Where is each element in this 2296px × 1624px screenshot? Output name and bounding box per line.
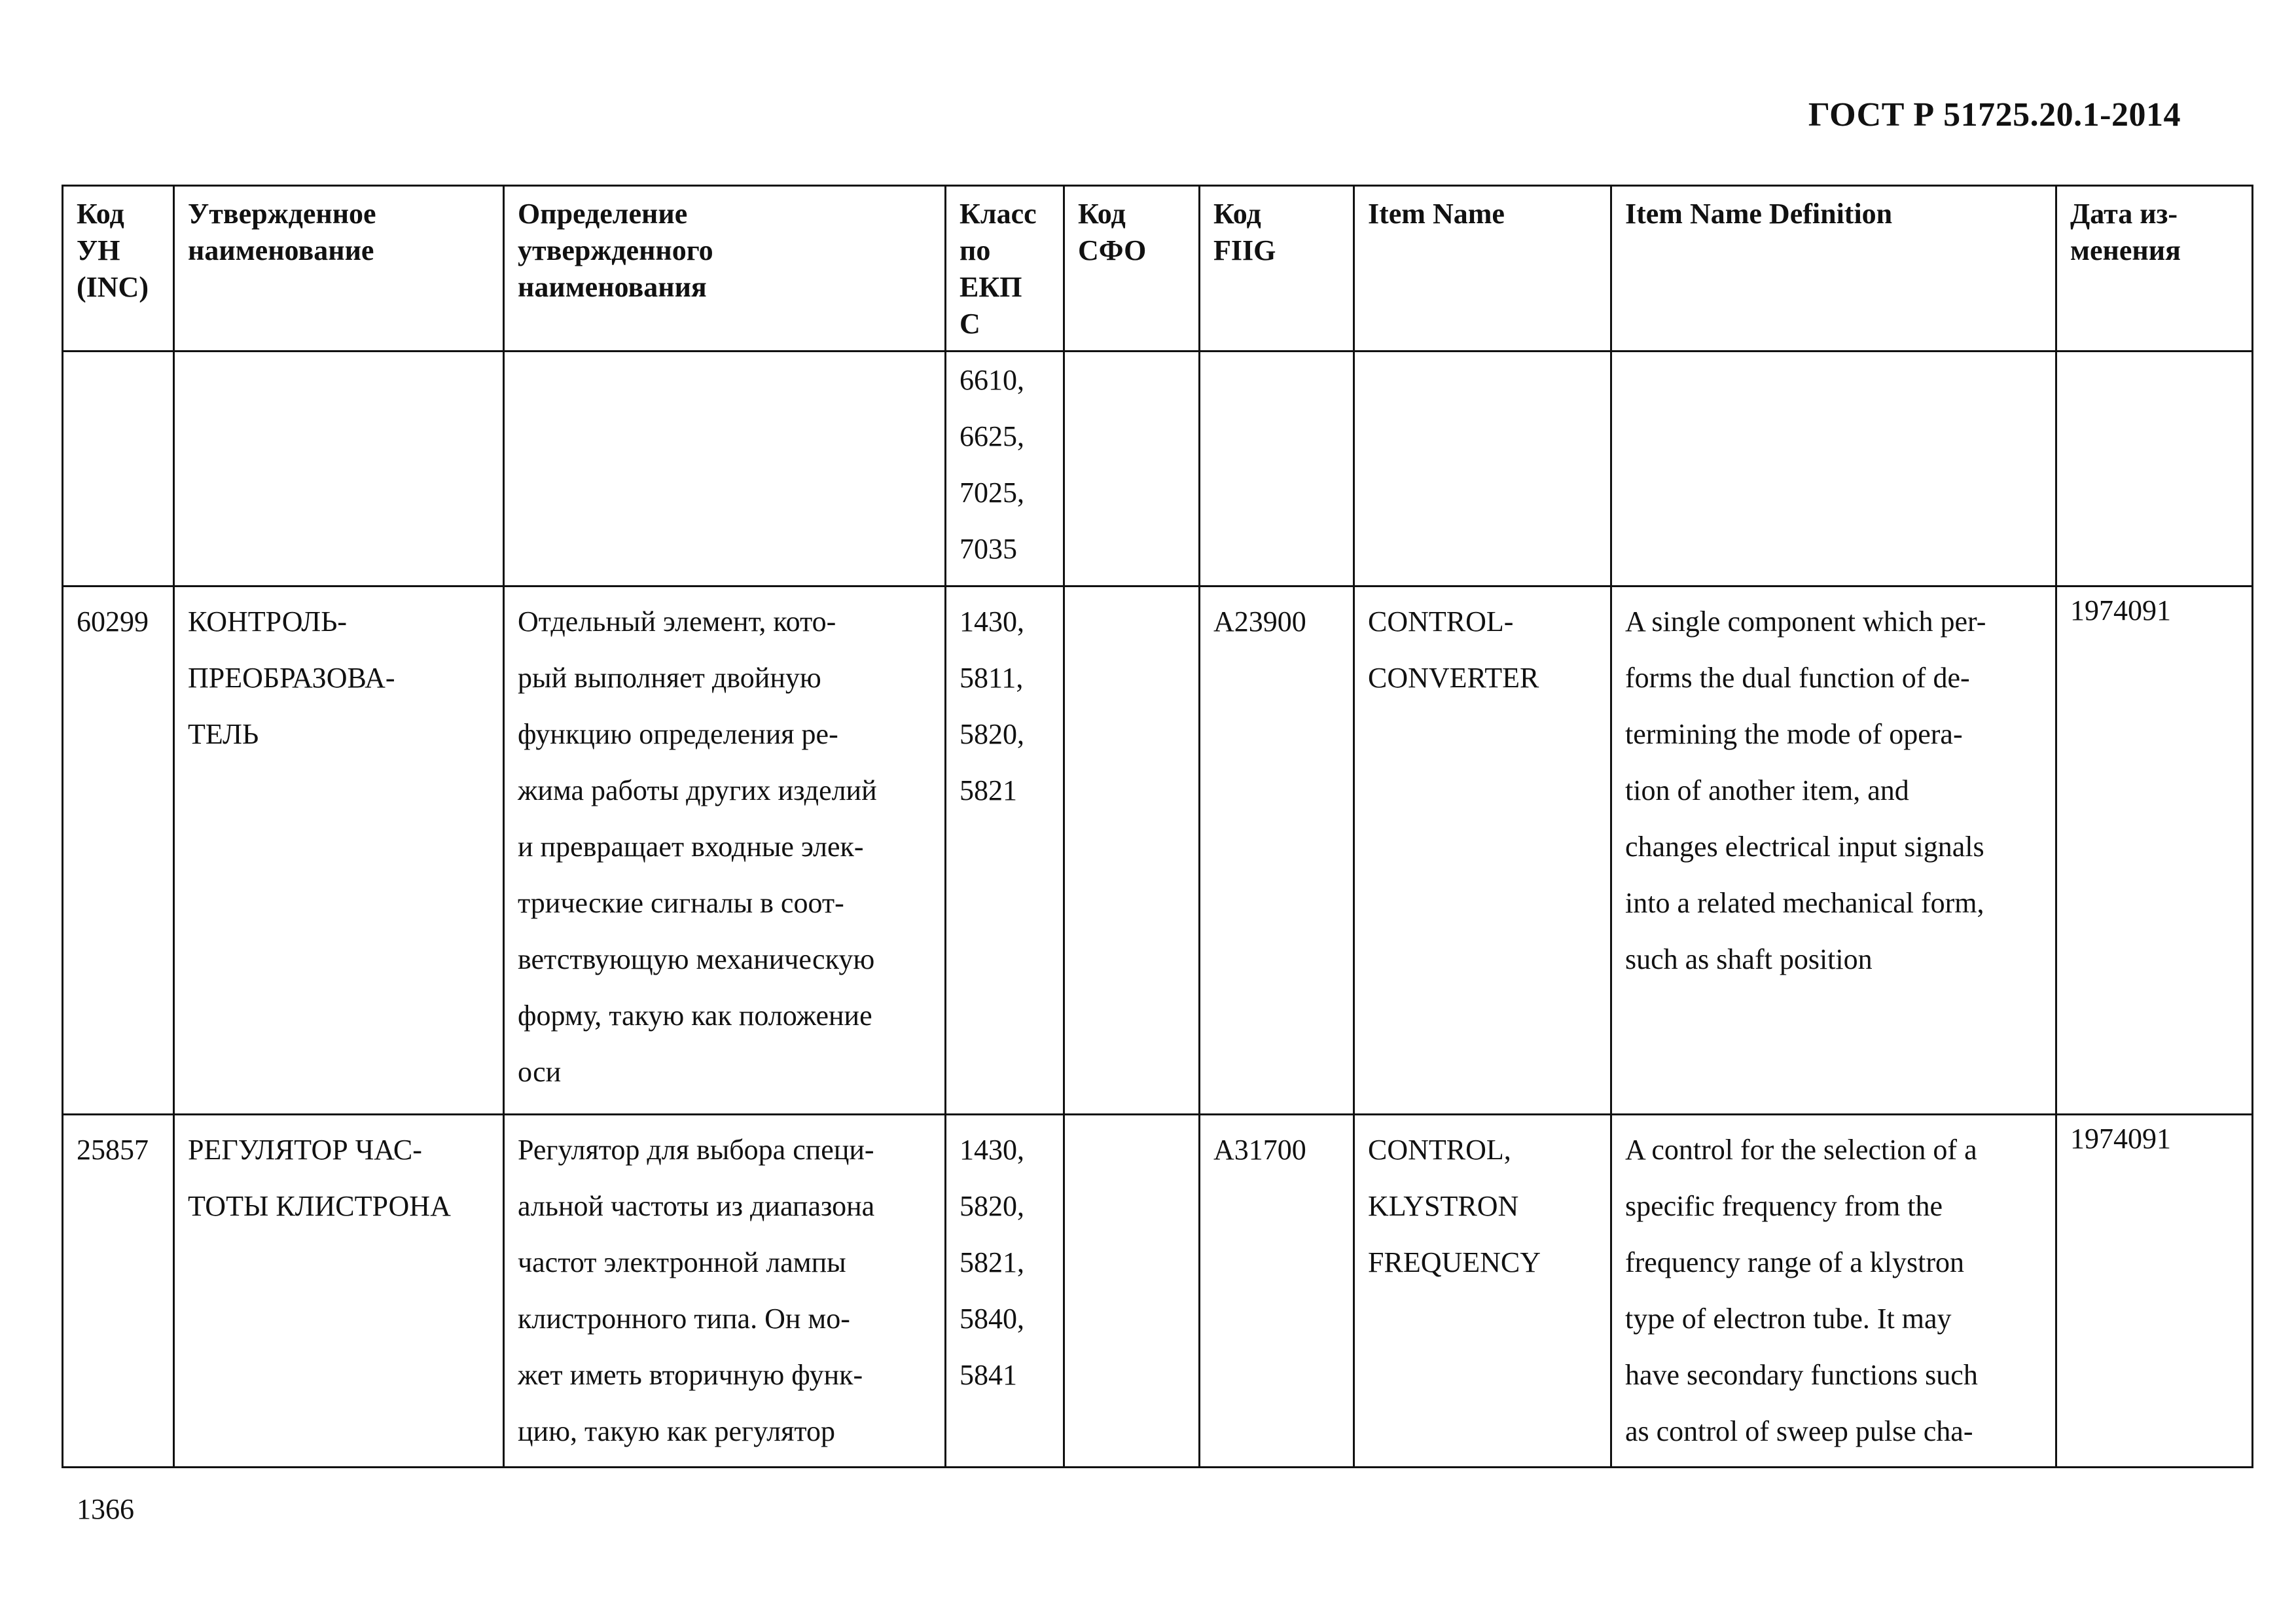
cell-text-line: such as shaft position xyxy=(1625,943,1873,975)
cell-text-line: specific frequency from the xyxy=(1625,1190,1943,1222)
definition-cell xyxy=(504,586,946,1115)
cell-text-line: have secondary functions such xyxy=(1625,1359,1978,1391)
header-item-name: Item Name xyxy=(1354,186,1611,352)
page-number: 1366 xyxy=(77,1493,134,1525)
cell-text-line: РЕГУЛЯТОР ЧАС- xyxy=(188,1134,422,1166)
table-header-row xyxy=(63,186,2253,352)
cell-text-line: 5821 xyxy=(960,774,1017,806)
item-name-cell xyxy=(1354,352,1611,586)
sfo-code-cell xyxy=(1064,352,1200,586)
cell-text-line: 60299 xyxy=(77,605,149,638)
cell-text-line: FREQUENCY xyxy=(1368,1246,1541,1278)
inc-table xyxy=(62,185,2253,1468)
header-sfo-code: Код СФО xyxy=(1064,186,1200,352)
header-definition: Определение утвержденного наименования xyxy=(504,186,946,352)
cell-text-line: CONVERTER xyxy=(1368,662,1539,694)
cell-text-line: forms the dual function of de- xyxy=(1625,662,1970,694)
table-body xyxy=(63,352,2253,1468)
cell-text-line: into a related mechanical form, xyxy=(1625,887,1984,919)
cell-text-line: 7035 xyxy=(960,533,1017,565)
cell-text-line: 5841 xyxy=(960,1359,1017,1391)
cell-text-line: функцию определения ре- xyxy=(518,718,838,750)
approved-name-cell xyxy=(174,1115,504,1468)
cell-text-line: A single component which per- xyxy=(1625,605,1986,638)
cell-text-line: termining the mode of opera- xyxy=(1625,718,1963,750)
cell-text-line: жет иметь вторичную функ- xyxy=(518,1359,863,1391)
cell-text-line: форму, такую как положение xyxy=(518,1000,872,1032)
cell-text-line: 5811, xyxy=(960,662,1024,694)
item-name-cell xyxy=(1354,1115,1611,1468)
cell-text-line: цию, такую как регулятор xyxy=(518,1415,835,1447)
cell-text-line: tion of another item, and xyxy=(1625,774,1909,806)
cell-text-line: KLYSTRON xyxy=(1368,1190,1519,1222)
header-approved-name: Утвержденное наименование xyxy=(174,186,504,352)
item-name-cell xyxy=(1354,586,1611,1115)
table-row xyxy=(63,586,2253,1115)
item-name-definition-cell xyxy=(1611,1115,2056,1468)
cell-text-line: 6625, xyxy=(960,420,1024,452)
cell-text-line: 5821, xyxy=(960,1246,1024,1278)
cell-text-line: частот электронной лампы xyxy=(518,1246,846,1278)
cell-text-line: 7025, xyxy=(960,477,1024,509)
cell-text-line: CONTROL- xyxy=(1368,605,1514,638)
change-date-cell xyxy=(2056,352,2253,586)
cell-text-line: 5820, xyxy=(960,1190,1024,1222)
cell-text-line: клистронного типа. Он мо- xyxy=(518,1303,850,1335)
cell-text-line: ТЕЛЬ xyxy=(188,718,259,750)
table-row xyxy=(63,352,2253,586)
definition-cell xyxy=(504,352,946,586)
cell-text-line: 5840, xyxy=(960,1303,1024,1335)
cell-text-line: ПРЕОБРАЗОВА- xyxy=(188,662,395,694)
cell-text-line: жима работы других изделий xyxy=(518,774,877,806)
fiig-code-cell xyxy=(1200,1115,1354,1468)
header-item-name-definition: Item Name Definition xyxy=(1611,186,2056,352)
cell-text-line: type of electron tube. It may xyxy=(1625,1303,1952,1335)
cell-text-line: ветствующую механическую xyxy=(518,943,875,975)
cell-text-line: КОНТРОЛЬ- xyxy=(188,605,348,638)
cell-text-line: A31700 xyxy=(1213,1134,1306,1166)
document-code: ГОСТ Р 51725.20.1-2014 xyxy=(1808,96,2181,134)
cell-text-line: рый выполняет двойную xyxy=(518,662,821,694)
class-cell xyxy=(946,1115,1064,1468)
cell-text-line: 1430, xyxy=(960,1134,1024,1166)
approved-name-cell xyxy=(174,586,504,1115)
inc-code-cell xyxy=(63,1115,174,1468)
sfo-code-cell xyxy=(1064,1115,1200,1468)
item-name-definition-cell xyxy=(1611,352,2056,586)
cell-text-line: 1974091 xyxy=(2070,594,2171,626)
cell-text-line: 1430, xyxy=(960,605,1024,638)
cell-text-line: трические сигналы в соот- xyxy=(518,887,844,919)
change-date-cell xyxy=(2056,1115,2253,1468)
cell-text-line: и превращает входные элек- xyxy=(518,831,864,863)
cell-text-line: A23900 xyxy=(1213,605,1306,638)
header-change-date: Дата из- менения xyxy=(2056,186,2253,352)
class-cell xyxy=(946,352,1064,586)
header-fiig-code: Код FIIG xyxy=(1200,186,1354,352)
item-name-definition-cell xyxy=(1611,586,2056,1115)
cell-text-line: 6610, xyxy=(960,364,1024,396)
inc-code-cell xyxy=(63,352,174,586)
cell-text-line: 1974091 xyxy=(2070,1123,2171,1155)
inc-code-cell xyxy=(63,586,174,1115)
header-class: Класс по ЕКП С xyxy=(946,186,1064,352)
cell-text-line: A control for the selection of a xyxy=(1625,1134,1977,1166)
cell-text-line: 5820, xyxy=(960,718,1024,750)
approved-name-cell xyxy=(174,352,504,586)
sfo-code-cell xyxy=(1064,586,1200,1115)
class-cell xyxy=(946,586,1064,1115)
fiig-code-cell xyxy=(1200,586,1354,1115)
cell-text-line: CONTROL, xyxy=(1368,1134,1511,1166)
cell-text-line: changes electrical input signals xyxy=(1625,831,1984,863)
change-date-cell xyxy=(2056,586,2253,1115)
definition-cell xyxy=(504,1115,946,1468)
cell-text-line: ТОТЫ КЛИСТРОНА xyxy=(188,1190,451,1222)
header-inc-code: Код УН (INC) xyxy=(63,186,174,352)
cell-text-line: альной частоты из диапазона xyxy=(518,1190,875,1222)
table-row xyxy=(63,1115,2253,1468)
cell-text-line: 25857 xyxy=(77,1134,149,1166)
cell-text-line: Регулятор для выбора специ- xyxy=(518,1134,874,1166)
cell-text-line: оси xyxy=(518,1056,562,1088)
fiig-code-cell xyxy=(1200,352,1354,586)
cell-text-line: Отдельный элемент, кото- xyxy=(518,605,836,638)
cell-text-line: as control of sweep pulse cha- xyxy=(1625,1415,1973,1447)
cell-text-line: frequency range of a klystron xyxy=(1625,1246,1965,1278)
